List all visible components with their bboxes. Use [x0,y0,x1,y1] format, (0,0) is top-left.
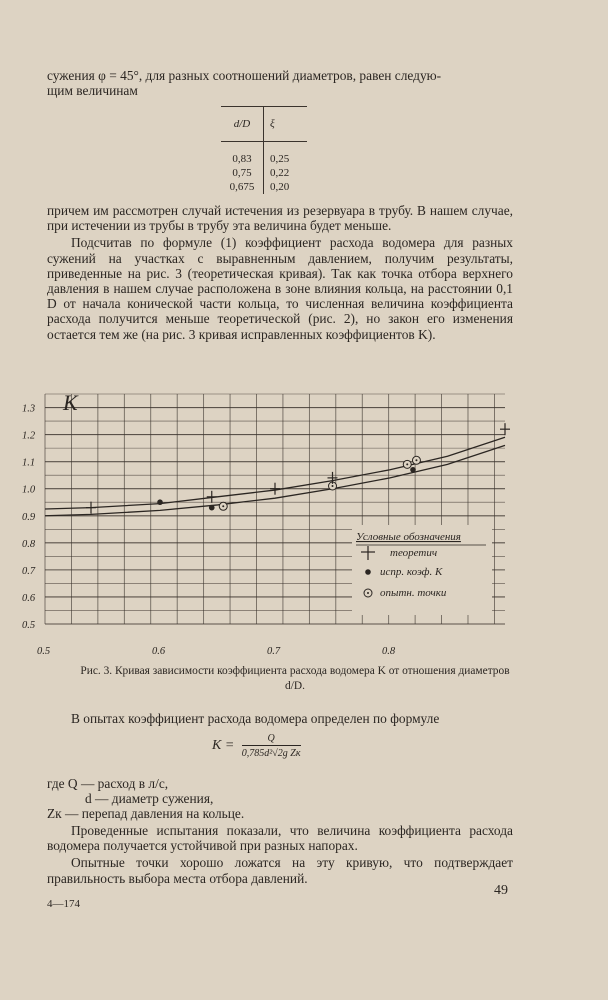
y-axis-label: K [63,390,78,415]
y-tick-label: 0.5 [22,620,36,631]
chart-legend [352,525,492,615]
y-tick-label: 0.8 [22,538,36,550]
y-tick-label: 1.0 [22,484,36,496]
marker-circle-center [332,485,334,487]
marker-circle-center [415,459,417,461]
marker-dot [209,505,215,511]
paragraph-2: Подсчитав по формуле (1) коэффициент расхода водомера для разных сужений на участках с выравненным давлением, получим результаты, приведенные на рис. 3 (теоретическая кривая). Так как точка отбора верхнего давления в нашем случае расположена в зоне влияния кольца, на расстоянии 0,1 D от начала конической части кольца, то численная величина коэффициента расхода получится меньше теоретической (рис. 2), но закон его изменения остается тем же (на рис. 3 кривая исправленных коэффициентов K). [47,235,513,342]
marker-dot [410,467,416,473]
marker-circle [219,502,227,510]
chart-tick-labels [22,404,396,657]
paragraph-5: Опытные точки хорошо ложатся на эту кривую, что подтверждает правильность выбора места отбора давлений. [47,855,513,886]
y-tick-label: 1.3 [22,403,36,415]
marker-tick [270,483,280,495]
figure-caption: Рис. 3. Кривая зависимости коэффициента расхода водомера K от отношения диаметров d/D. [80,665,510,692]
marker-tick [86,502,96,514]
x-tick-label: 0.6 [152,646,166,657]
signature-mark: 4—174 [47,898,80,910]
y-tick-label: 1.1 [22,457,36,469]
table-row: 0,83 0,25 [221,152,307,166]
intro-text [47,68,513,98]
table-row: 0,675 0,20 [221,180,307,194]
marker-circle [403,460,411,468]
definition-d: d — диаметр сужения, [85,791,214,807]
marker-dot [157,499,163,505]
formula-denominator: 0,785d²√2g Zк [241,748,301,759]
table-row: 0,75 0,22 [221,166,307,180]
formula-numerator: Q [242,733,301,746]
x-tick-label: 0.8 [382,646,396,657]
legend-label-corrected: испр. коэф. K [380,566,443,578]
y-tick-label: 0.6 [22,592,36,604]
legend-label-experimental: опытн. точки [380,587,447,599]
paragraph-1: причем им рассмотрен случай истечения из резервуара в трубу. В нашем случае, при истечении из трубы в трубу эта величина будет меньше. [47,203,513,234]
table-header-ratio: d/D [221,107,264,141]
marker-circle [412,456,420,464]
table-header-xi: ξ [270,118,275,130]
marker-circle-center [222,505,224,507]
chart-markers [86,423,510,513]
definition-q: где Q — расход в л/с, [47,776,169,791]
ratio-table [221,106,307,194]
marker-tick [207,491,217,503]
definition-z: Zк — перепад давления на кольце. [47,806,245,822]
x-tick-label: 0.7 [267,646,281,657]
formula-lhs: K = [212,738,235,754]
intro-line-1: сужения φ = 45°, для разных соотношений диаметров, равен следую- [47,68,442,83]
marker-tick [500,423,510,435]
paragraph-3: В опытах коэффициент расхода водомера определен по формуле [71,711,440,726]
y-tick-label: 1.2 [22,430,36,442]
series-line-1 [45,445,505,515]
page-number: 49 [494,883,508,898]
formula [212,733,301,759]
marker-circle-center [406,463,408,465]
body-text-1 [47,203,513,342]
chart-series-lines [45,437,505,515]
chart [0,380,608,662]
definitions [47,776,513,822]
intro-line-2: щим величинам [47,83,138,99]
y-tick-label: 0.7 [22,565,36,577]
y-tick-label: 0.9 [22,511,36,523]
legend-label-theoretical: теоретич [390,547,438,559]
body-text-2 [47,711,513,726]
x-tick-label: 0.5 [37,646,51,657]
paragraph-4: Проведенные испытания показали, что величина коэффициента расхода водомера получается устойчивой при разных напорах. [47,823,513,854]
legend-title: Условные обозначения [356,531,461,543]
body-text-3 [47,823,513,886]
